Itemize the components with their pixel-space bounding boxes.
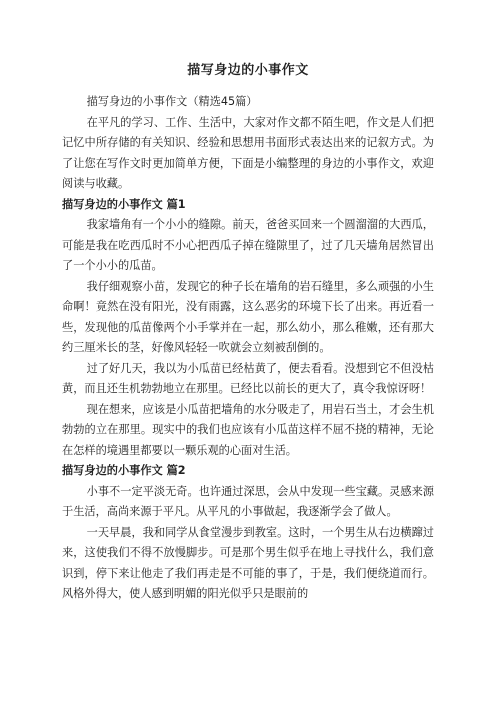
intro-subtitle: 描写身边的小事作文（精选45篇）	[86, 95, 258, 108]
intro-paragraph: 在平凡的学习、工作、生活中，大家对作文都不陌生吧，作文是人们把记忆中所存储的有关知识、经验和思想用书面形式表达出来的记叙方式。为了让您在写作文时更加简单方便，下面是小编整理的身边的小事作文，欢迎阅读与收藏。	[62, 115, 434, 190]
section-1-paragraph-1: 我家墙角有一个小小的缝隙。前天，爸爸买回来一个圆溜溜的大西瓜，可能是我在吃西瓜时不小心把西瓜子掉在缝隙里了，过了几天墙角居然冒出了一个小小的瓜苗。	[62, 218, 434, 272]
section-2-paragraph-2: 一天早晨，我和同学从食堂漫步到教室。这时，一个男生从右边横蹿过来，这使我们不得不放慢脚步。可是那个男生似乎在地上寻找什么，我们意识到，停下来让他走了我们再走是不可能的事了，于是，我们便绕道而行。风格外得大，使人感到明媚的阳光似乎只是眼前的	[62, 525, 434, 600]
section-heading-1: 描写身边的小事作文 篇1	[62, 197, 186, 211]
document-title: 描写身边的小事作文	[187, 63, 309, 78]
section-1-paragraph-2: 我仔细观察小苗，发现它的种子长在墙角的岩石缝里，多么顽强的小生命啊！竟然在没有阳光，没有雨露，这么恶劣的环境下长了出来。再近看一些，发现他的瓜苗像两个小手掌并在一起，那么幼小，那么稚嫩，还有那大约三厘米长的茎，好像风轻轻一吹就会立刻被刮倒的。	[62, 279, 434, 354]
section-1-paragraph-4: 现在想来，应该是小瓜苗把墙角的水分吸走了，用岩石当土，才会生机勃勃的立在那里。现实中的我们也应该有小瓜苗这样不屈不挠的精神，无论在怎样的境遇里都要以一颗乐观的心面对生活。	[62, 402, 434, 457]
section-1-paragraph-3: 过了好几天，我以为小瓜苗已经枯黄了，便去看看。没想到它不但没枯黄，而且还生机勃勃地立在那里。已经比以前长的更大了，真令我惊讶呀！	[62, 361, 434, 395]
section-heading-2: 描写身边的小事作文 篇2	[62, 464, 186, 477]
section-2-paragraph-1: 小事不一定平淡无奇。也许通过深思，会从中发现一些宝藏。灵感来源于生活，高尚来源于平凡。从平凡的小事做起，我逐渐学会了做人。	[62, 484, 434, 518]
